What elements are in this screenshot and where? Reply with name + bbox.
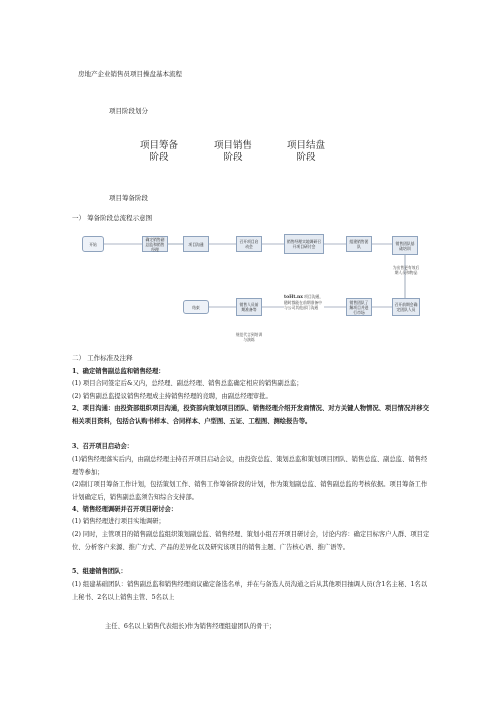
item-5-1-continued: 主任、6名以上销售代表组长)作为销售经理组建团队的骨干；	[105, 623, 276, 630]
item-5-heading: 5、组建销售团队：	[72, 568, 127, 575]
phase-sales: 项目销售 阶段	[214, 140, 253, 163]
subsection-standards: 二） 工作标准及注释	[72, 354, 133, 362]
phase-close: 项目结盘 阶段	[287, 140, 326, 163]
flow-note-communication: toHt.nx 项目沟通，随时都能在前期准备中与公司其他部门沟通	[284, 294, 324, 310]
item-4-2: (2) 同时，主管项目的销售副总监组织策划副总监、销售经理、策划小组召开项目研讨会，讨论内容：确定目标客户人群、项目定位、分析客户来源、推广方式、产品的差异化以及研究该项目的销售主题、广告核心语、推广语等。	[72, 531, 430, 551]
flow-box-build-team: 组建销售团队	[346, 236, 372, 252]
phase-prep: 项目筹备 阶段	[140, 140, 179, 163]
item-1-heading: 1、确定销售副总监和销售经理：	[72, 368, 165, 375]
flow-note-later-staff: 为出售更有效后期人员和物品	[392, 265, 420, 275]
subsection-flow-diagram: 一） 筹备阶段总流程示意图	[72, 214, 153, 222]
section-prep-phase: 项目筹备阶段	[109, 194, 148, 202]
flow-box-team-market: 销售团队了解项目并进行市场	[346, 298, 372, 316]
item-1-1: (1) 项目合同签定后&又内，总经理、副总经理、销售总监确定相应的销售副总监；	[72, 380, 303, 387]
flow-start: 开始	[82, 236, 104, 252]
section-phase-division: 项目阶段划分	[109, 107, 148, 115]
item-4-heading: 4、销售经理调研并召开项目研讨会：	[72, 506, 178, 513]
flow-box-kickoff-meeting: 召开项目启动会	[236, 236, 262, 252]
item-3-1: (1)销售经理落实后内，由副总经理主持召开项目启动会议，由投资总监、策划总监和策划项目团队、销售总监、副总监、销售经理等参加；	[72, 456, 428, 476]
document-title: 房地产企业销售员项目操盘基本流程	[78, 70, 182, 78]
item-3-2: (2)制订项目筹备工作计划，包括策划工作、销售工作筹备阶段的计划，作为策划副总监、销售副总监的考核依据。项目筹备工作计划确定后，销售副总监须告知综合支持部。	[72, 481, 428, 501]
flow-end: 结束	[183, 300, 209, 314]
item-5-1: (1) 组建基础团队：销售副总监和销售经理商议确定备选名单，并在与备选人员沟通之后从其他项目抽调人员(含1名主秘、1名以上秘书、2名以上销售主管、5名以上	[72, 581, 428, 601]
flow-box-confirm-managers: 确定销售副总监和销售经理	[142, 236, 168, 252]
flow-box-pre-meeting: 召开前期会确定团队人员	[392, 298, 420, 316]
item-3-heading: 3、召开项目启动会：	[72, 443, 134, 450]
flow-note-training: 规范代言到培训与演练	[235, 332, 263, 342]
item-1-2: (2) 销售副总监提议销售经理成主持销售经理的竞聘，由副总经理审批。	[72, 393, 272, 400]
item-2: 2、项目沟通：由投资部组织项目沟通，投资部向策划项目团队、销售经理介绍开发商情况、对方关键人物情况、项目情况并移交相关项目资料，包括合认购书样本、合同样本、户型图、五证、工程图、测绘报告等。	[72, 405, 430, 425]
flow-box-staff-prep: 销售人员前期准备等	[236, 298, 262, 316]
item-4-1: (1) 销售经理进行项目实地调研；	[72, 518, 165, 525]
flow-box-project-communication: 项目沟通	[183, 236, 209, 252]
flow-box-team-training: 销售团队基础培训	[392, 236, 418, 255]
flow-box-research-seminar: 销售经理实地调研召开项目研讨会	[284, 234, 324, 254]
